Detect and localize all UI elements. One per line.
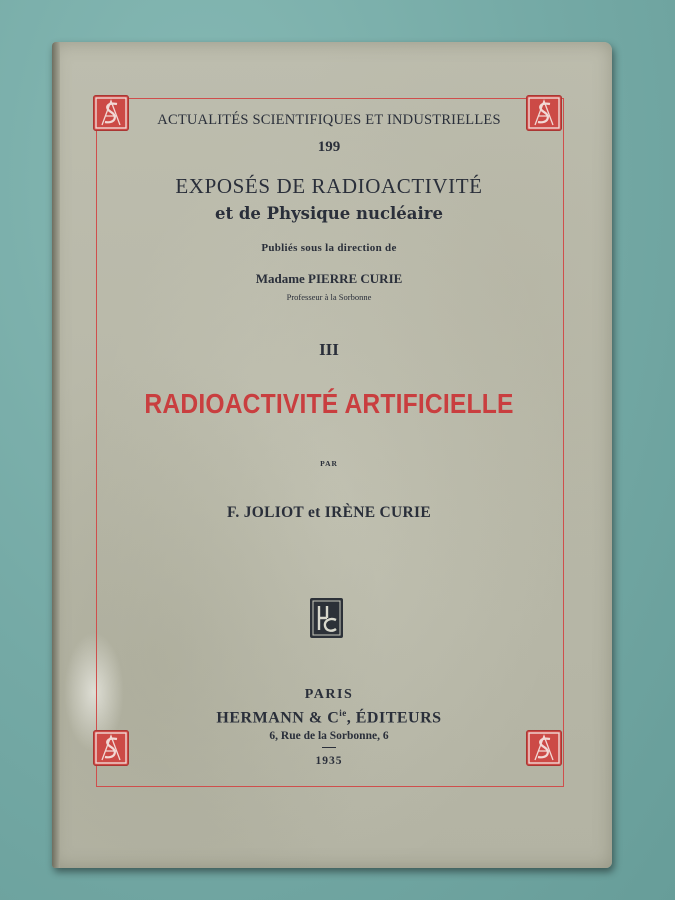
by-text: PAR bbox=[320, 459, 338, 468]
series-title: ACTUALITÉS SCIENTIFIQUES ET INDUSTRIELLES bbox=[157, 112, 501, 128]
publisher-name-suffix: , ÉDITEURS bbox=[346, 709, 442, 727]
red-frame bbox=[96, 98, 564, 787]
collection-subtitle: et de Physique nucléaire bbox=[215, 204, 443, 223]
book-title: RADIOACTIVITÉ ARTIFICIELLE bbox=[144, 388, 514, 419]
series-number: 199 bbox=[317, 139, 341, 155]
collection-title: EXPOSÉS DE RADIOACTIVITÉ bbox=[175, 174, 483, 198]
director-role: Professeur à la Sorbonne bbox=[286, 292, 372, 302]
divider bbox=[322, 747, 336, 748]
published-under-text: Publiés sous la direction de bbox=[261, 242, 397, 254]
authors: F. JOLIOT et IRÈNE CURIE bbox=[227, 504, 431, 521]
volume-number: III bbox=[319, 340, 339, 359]
spine-edge bbox=[52, 42, 60, 868]
book-cover bbox=[52, 42, 612, 868]
series-director: Madame PIERRE CURIE bbox=[255, 271, 403, 286]
publisher-address: 6, Rue de la Sorbonne, 6 bbox=[269, 730, 389, 742]
publisher-name-superscript: ie bbox=[339, 708, 347, 718]
publisher-name bbox=[96, 708, 562, 727]
publisher-name-main: HERMANN & C bbox=[216, 709, 340, 727]
publisher-city: PARIS bbox=[304, 687, 354, 702]
publication-year: 1935 bbox=[315, 755, 343, 767]
hermann-logo-icon bbox=[310, 598, 343, 638]
